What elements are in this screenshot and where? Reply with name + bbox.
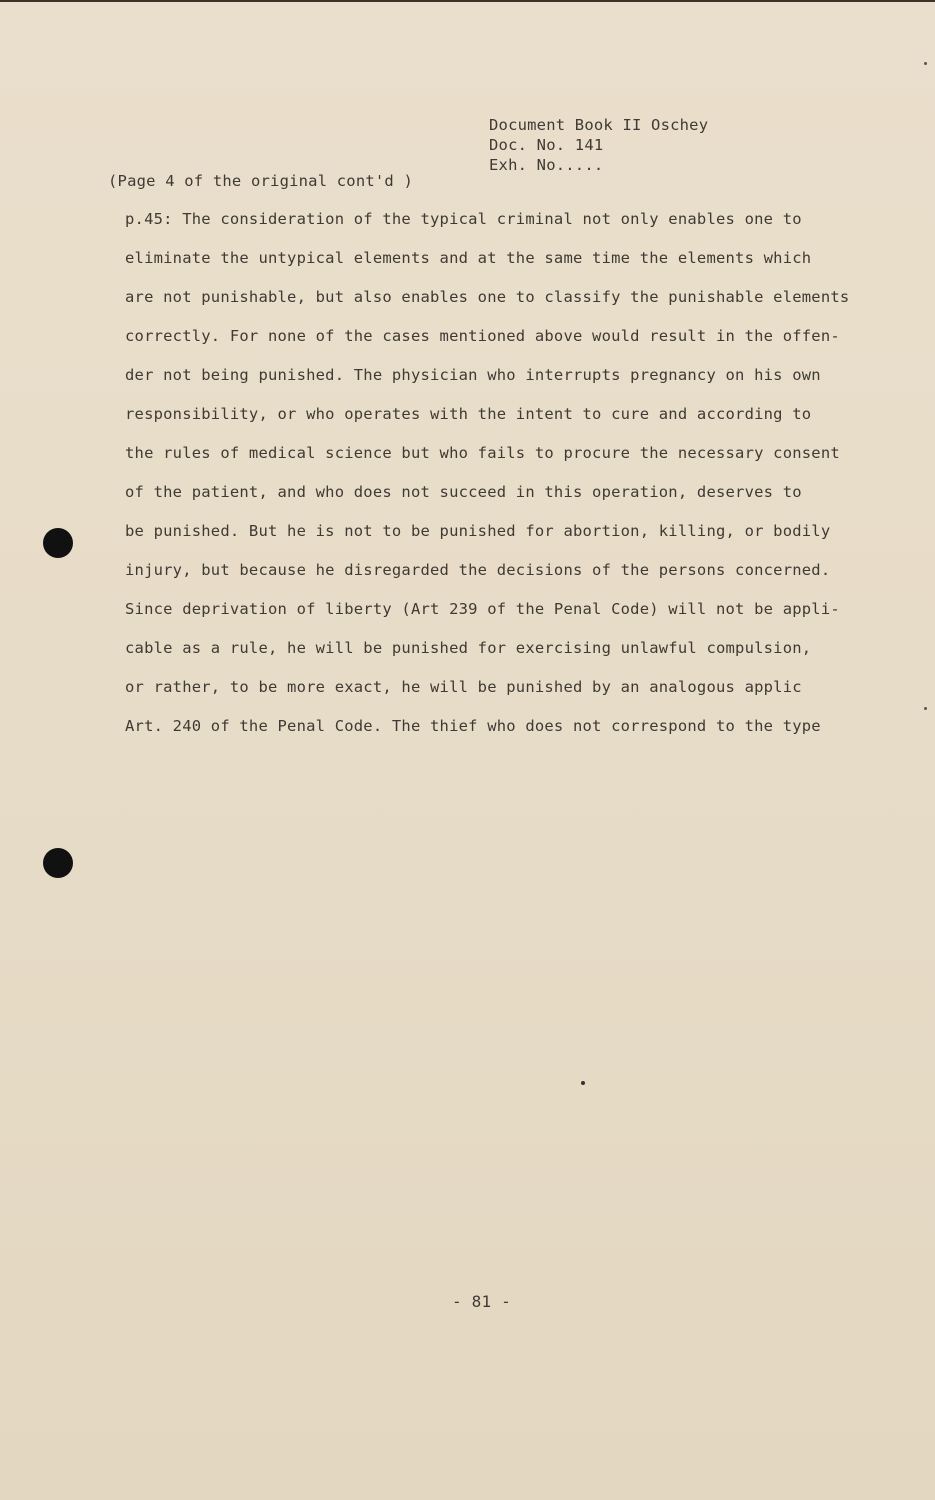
page-number: - 81 -: [452, 1292, 511, 1311]
ink-speck: [581, 1081, 585, 1085]
document-book-title: Document Book II Oschey: [489, 116, 709, 134]
body-line: Art. 240 of the Penal Code. The thief who does not correspond to the type: [125, 717, 821, 735]
document-number: Doc. No. 141: [489, 136, 604, 154]
body-line: p.45: The consideration of the typical criminal not only enables one to: [125, 210, 802, 228]
body-line: the rules of medical science but who fails to procure the necessary consent: [125, 444, 840, 462]
exhibit-number: Exh. No.....: [489, 156, 604, 174]
document-header: [489, 115, 708, 175]
edge-mark: [924, 62, 927, 65]
body-line: correctly. For none of the cases mentioned above would result in the offen-: [125, 327, 840, 345]
body-line: der not being punished. The physician who interrupts pregnancy on his own: [125, 366, 821, 384]
body-line: or rather, to be more exact, he will be punished by an analogous applic: [125, 678, 802, 696]
body-line: of the patient, and who does not succeed in this operation, deserves to: [125, 483, 802, 501]
body-line: be punished. But he is not to be punished for abortion, killing, or bodily: [125, 522, 831, 540]
binder-hole: [43, 528, 73, 558]
body-line: responsibility, or who operates with the intent to cure and according to: [125, 405, 812, 423]
body-line: injury, but because he disregarded the decisions of the persons concerned.: [125, 561, 831, 579]
body-line: eliminate the untypical elements and at the same time the elements which: [125, 249, 812, 267]
body-line: cable as a rule, he will be punished for exercising unlawful compulsion,: [125, 639, 812, 657]
binder-hole: [43, 848, 73, 878]
body-line: Since deprivation of liberty (Art 239 of the Penal Code) will not be appli-: [125, 600, 840, 618]
body-line: are not punishable, but also enables one to classify the punishable elements: [125, 288, 850, 306]
edge-mark: [924, 707, 927, 710]
page-continuation-note: (Page 4 of the original cont'd ): [108, 172, 414, 190]
